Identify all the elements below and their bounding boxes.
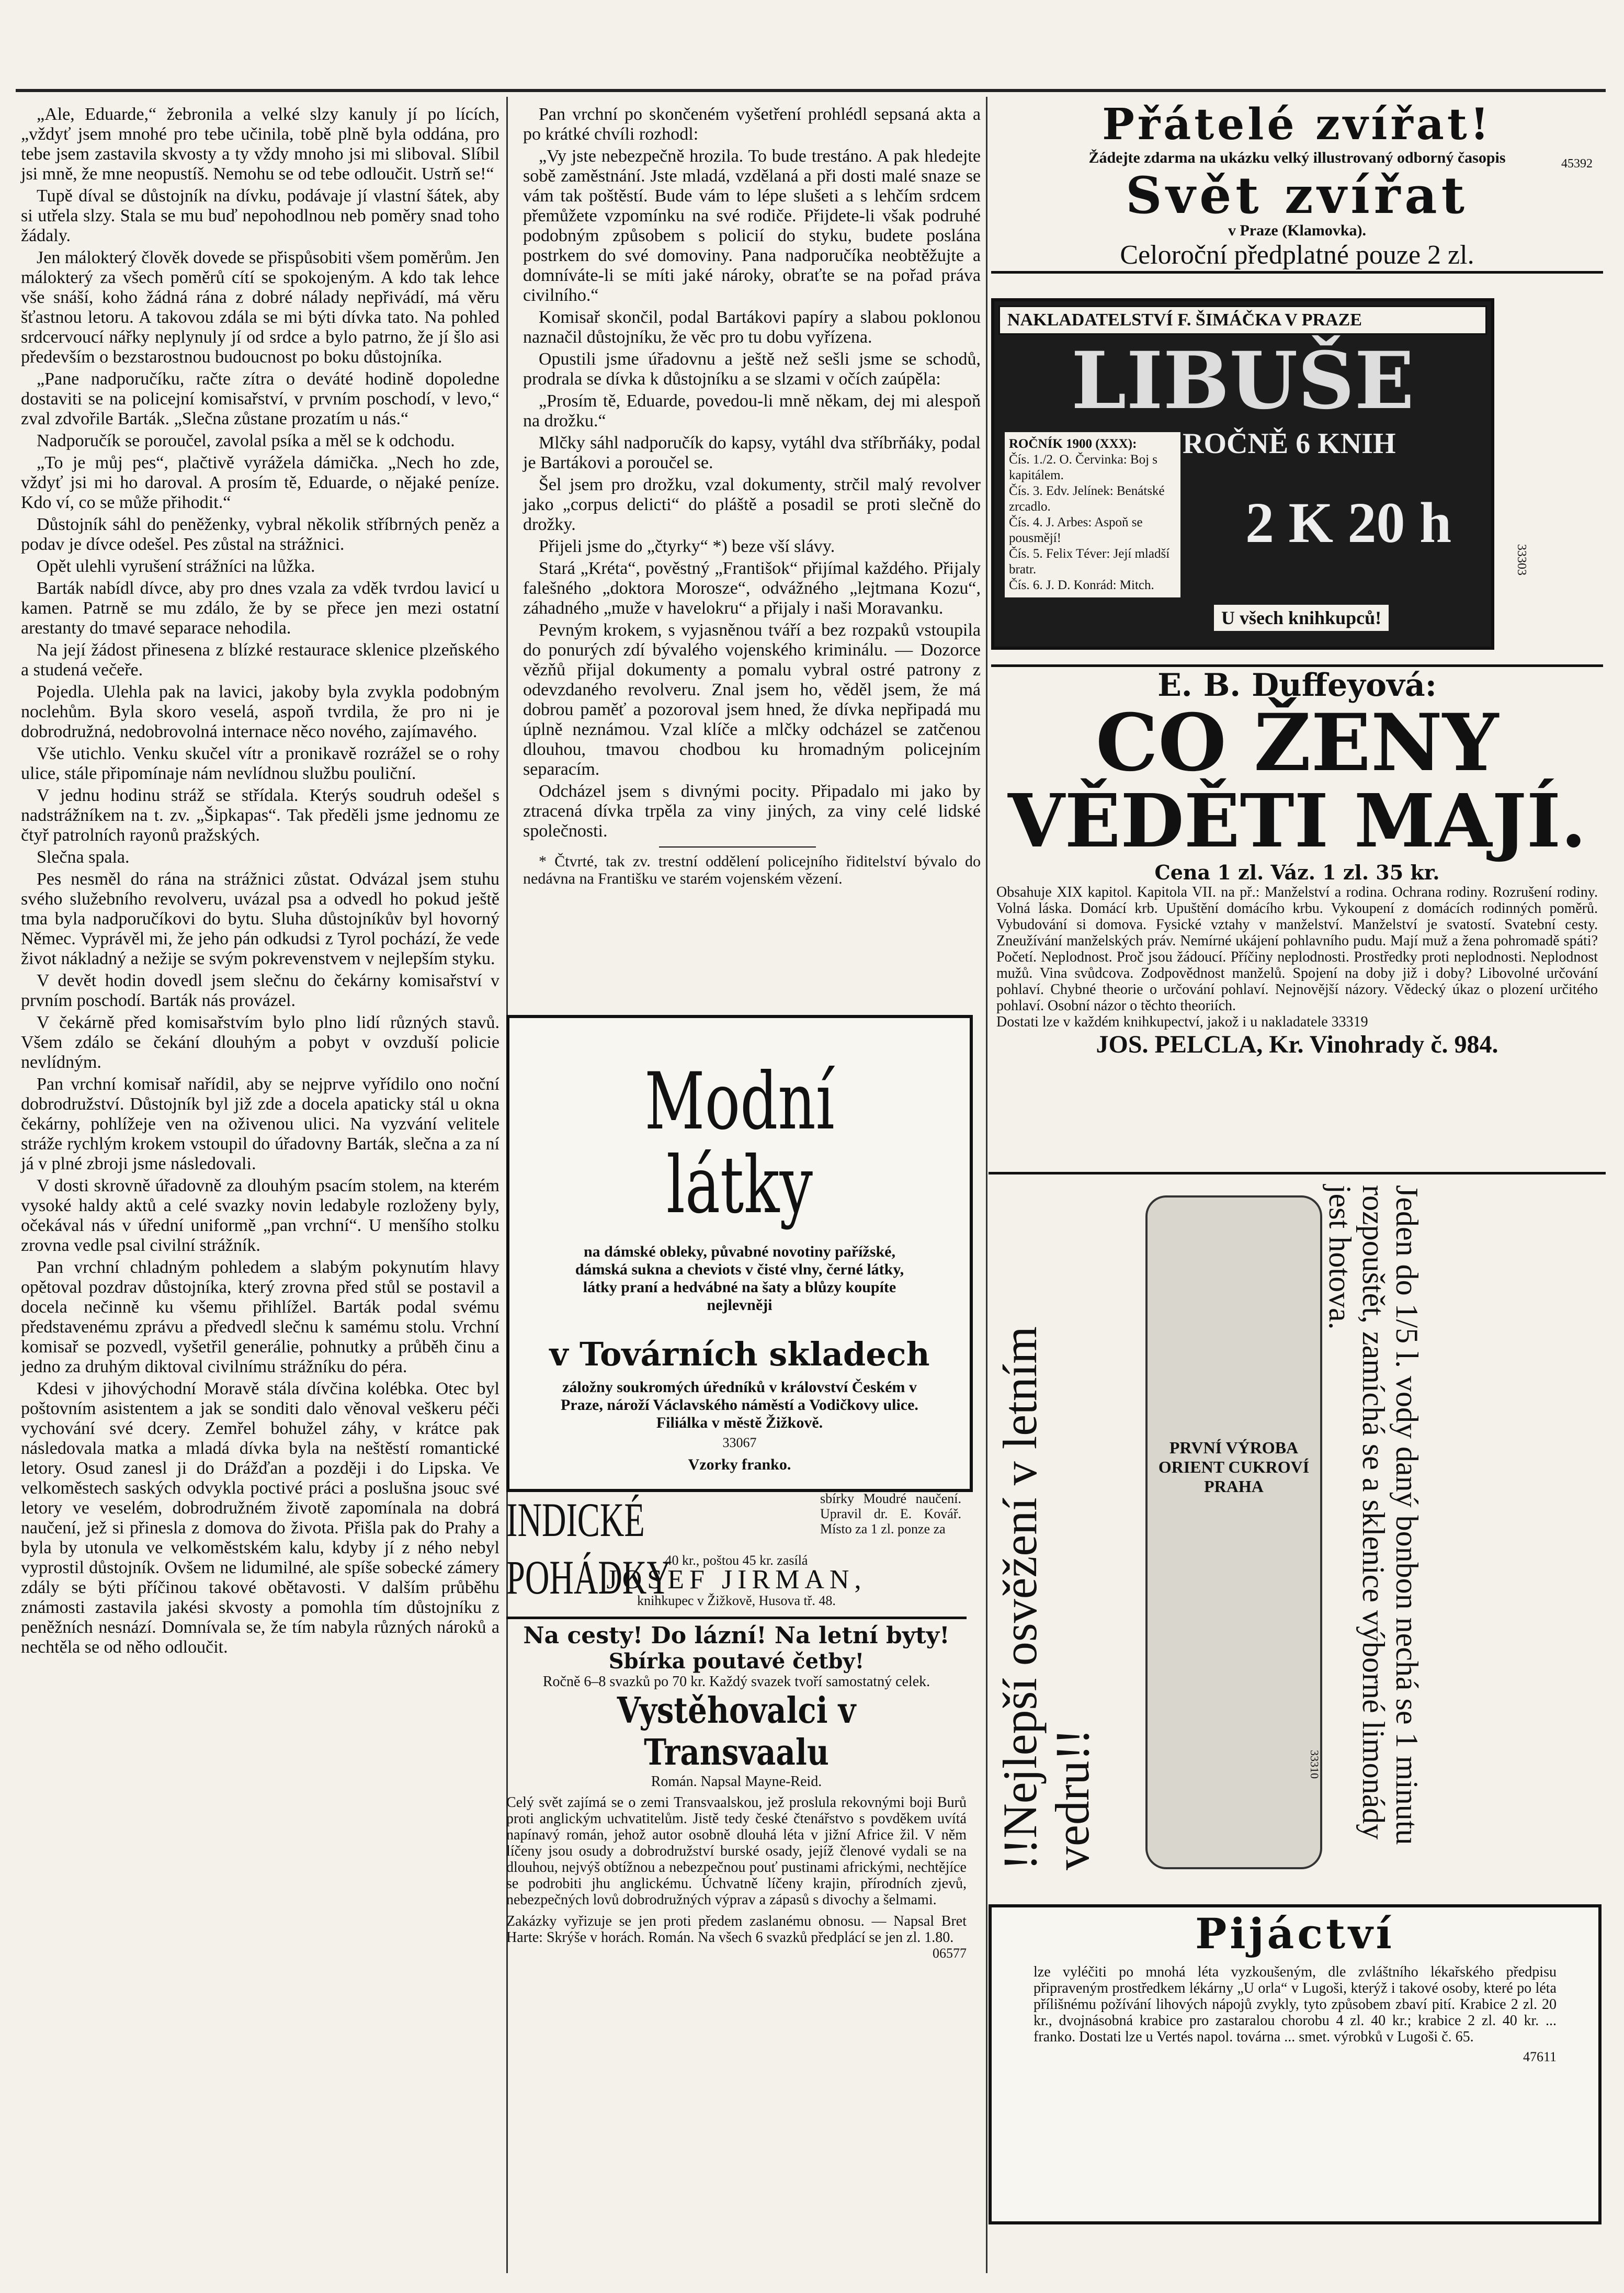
paragraph: Mlčky sáhl nadporučík do kapsy, vytáhl dva stříbrňáky, podal je Bartákovi a poroučel se.	[523, 433, 981, 472]
paragraph: „Ale, Eduarde,“ žebronila a velké slzy kanuly jí po lících, „vždyť jsem mnohé pro tebe učinila, tobě plně byla oddána, pro tebe jsem zastavila skvosty a ty vždy mnoho jsi mi sliboval. Slíbil jsi mně, že mne neopustíš. Nemohu se od tebe odloučit. Ustrň se!“	[21, 105, 499, 184]
ad-title: LIBUŠE	[1071, 335, 1414, 427]
ad-body: Obsahuje XIX kapitol. Kapitola VII. na př.: Manželství a rodina. Ochrana rodiny. Rozrušení rodiny. Volná láska. Domácí krb. Upuštění domácího krbu. Vykoupení z domácích rodinných poměrů. Vybudování si domova. Fysické vztahy v manželství. Manželství je svatostí. Svatební cesty. Zneužívání manželských práv. Nemírné ukájení pohlavního pudu. Mají muž a žena pohromadě spáti? Početí. Neplodnost. Proč jsou žádoucí. Příčiny neplodnosti. Prostředky proti neplodnosti. Neplodnost mužů. Vina svůdcova. Zodpovědnost manželů. Spojení na doby již i doby? Libovolné určování pohlaví. Chybné theorie o určování pohlaví. Nejnovější názory. Vědecký úkaz o plození určitého pohlaví. Osobní názor o těchto theoriích.	[996, 884, 1598, 1014]
ad-address: knihkupec v Žižkově, Husova tř. 48.	[637, 1593, 836, 1608]
paragraph: Stará „Kréta“, pověstný „Františok“ přijímal každého. Přijaly falešného „doktora Morosze“, odvážného „lejtmana Kozu“, záhadného „muže v havelokru“ a přijaly i naši Moravanku.	[523, 559, 981, 618]
ad-body: lze vyléčiti po mnohá léta vyzkoušeným, dle zvláštního lékařského předpisu připraveným prostředkem lékárny „U orla“ v Lugoši, kterýž i takové osoby, které po léta přílišnému požívání lihových nápojů zvykly, tyto způsobem zbaví pití. Krabice 2 zl. 20 kr., dvojnásobná krabice pro zastaralou chorobu 4 zl. 40 kr.; krabice 2 zl. 40 kr. ... franko. Dostati lze u Vertés napol. továrna ... smet. výrobků v Lugoši č. 65.	[1034, 1964, 1557, 2045]
ad-title2: VĚDĚTI MAJÍ.	[1008, 778, 1586, 864]
paragraph: „To je můj pes“, plačtivě vyrážela dámička. „Nech ho zde, vždyť jsi mi ho daroval. A prosím tě, Eduarde, o nějaké peníze. Kdo ví, co se může přihodit.“	[21, 453, 499, 512]
ad-author: Román. Napsal Mayne-Reid.	[651, 1774, 822, 1790]
article-column-left	[21, 105, 499, 1659]
ad-modni-latky	[506, 1015, 973, 1492]
paragraph: Pan vrchní chladným pohledem a slabým pokynutím hlavy opětoval pozdrav důstojníka, který zrovna před stůl se postavil a docela nečinně ku všemu přihlížel. Barták podal svému představenému zprávu a předvedl slečnu k samému stolu. Vrchní komisař se pozvedl, vyšetřil generálie, pohnutky a průběh činu a jedno za druhým diktoval civilnímu strážníku do péra.	[21, 1258, 499, 1376]
ad-title: Pijáctví	[1195, 1909, 1395, 1958]
ad-author: E. B. Duffeyová:	[1157, 667, 1437, 704]
ad-subtitle: v Továrních skladech	[549, 1335, 930, 1373]
paragraph: Šel jsem pro drožku, vzal dokumenty, strčil malý revolver jako „corpus delicti“ do pláště a posadil se proti slečně do drožky.	[523, 475, 981, 534]
ad-code: 06577	[933, 1946, 967, 1961]
paragraph: Přijeli jsme do „čtyrky“ *) beze vší slávy.	[539, 537, 835, 556]
paragraph: V dosti skrovně úřadovně za dlouhým psacím stolem, na kterém vysoké haldy aktů a celé svazky novin ledabyle rozloženy byly, očekával nás v úřední uniformě „pan vrchní“. U menšího stolku zrovna vedle psal civilní strážník.	[21, 1176, 499, 1255]
product-tin-image	[1145, 1195, 1322, 1869]
paragraph: Na její žádost přinesena z blízké restaurace sklenice plzeňského a studená večeře.	[21, 640, 499, 680]
paragraph: Pan vrchní komisař nařídil, aby se nejprve vyřídilo ono noční dobrodružství. Důstojník byl již zde a docela apaticky stál u okna čekárny, pohlížeje ven na oživenou ulici. Na vyzvání velitele stráže rychlým krokem vstoupil do úřadovny Barták, slečna a za ní já v plné zbroji jsme následovali.	[21, 1075, 499, 1173]
ad-line: Ročně 6–8 svazků po 70 kr. Každý svazek tvoří samostatný celek.	[542, 1674, 930, 1690]
paragraph: Pevným krokem, s vyjasněnou tváří a bez rozpaků vstoupila do ponurých zdí bývalého vojenského kriminálu. — Dozorce vězňů přijal dokumenty a pomalu vybral ostré patrony z odevzdaného revolveru. Znal jsem ho, věděl jsem, že má dobrou paměť a pozoroval jsem hned, že dívka nepřipadá mu úplně neznámou. Vzal klíče a mlčky odcházel se zatčenou dlouhou, tmavou chodbou ku hromadným policejním separacím.	[523, 620, 981, 779]
article-column-middle	[523, 105, 981, 889]
book-item: Čís. 6. J. D. Konrád: Mitch.	[1009, 578, 1154, 592]
ad-code: 33310	[1308, 1750, 1321, 1779]
paragraph: V čekárně před komisařstvím bylo plno lidí různých stavů. Všem zdálo se čekání dlouhým a pobyt v ovzduší policie nevlídným.	[21, 1013, 499, 1072]
ad-price: 2 K 20 h	[1245, 491, 1452, 555]
ad-code: 33303	[1515, 544, 1528, 575]
paragraph: Pes nesměl do rána na strážnici zůstat. Odvázal jsem stuhu svého služebního revolveru, uvázal psa a odvedl ho pokud ještě tma byla nadporučíkovi do bytu. Sluha důstojníkův byl hovorný Němec. Vyprávěl mi, že jeho pán odkudsi z Tyrol pochází, že vede život nákladný a nežije se svým pokrevenstvem v nejlepším styku.	[21, 869, 499, 968]
footnote-rule	[659, 846, 816, 848]
ad-limonada	[989, 1172, 1606, 1881]
ad-pijactvi	[989, 1904, 1602, 2224]
paragraph: Důstojník sáhl do peněženky, vybral několik stříbrných peněz a podav je dívce odešel. Pes zůstal na strážnici.	[21, 515, 499, 554]
paragraph: Jen málokterý člověk dovede se přispůsobiti všem poměrům. Jen málokterý za všech poměrů cítí se spokojeným. A kdo tak lehce vše snáší, koho žádná rána z dobré nálady nepřivádí, má věru šťastnou letoru. A takovou zdála se mi býti dívka tato. Na pohled srdcervoucí nářky neplynuly jí od srdce a bylo patrno, že jí šlo asi především o bezstarostnou budoucnost po boku důstojníka.	[21, 248, 499, 367]
book-list	[1005, 432, 1180, 597]
paragraph: Kdesi v jihovýchodní Moravě stála dívčina kolébka. Otec byl poštovním asistentem a jak se sonditi dalo věnoval veškeru péči vychování své dcery. Zemřel bohužel záhy, v krátce pak následovala matka a mladá dívka byla na neštěstí romantické letory. Osud zanesl ji do Drážďan a později i do Lipska. Ve velkoměstech saských odvykla poctivé práci a poslušna jsouc své letory ve veselém, dobrodružném životě zapomínala na dobrá naučení, jež si přinesla z domova do života. Přišla pak do Prahy a byla by utonula ve velkoměstském kalu, kdyby jí z ného nebyl vyprostil důstojník. Ovšem ne lidumilné, ale spíše sobecké zámery zdály se býti příčinou takové obětavosti. V dalším průběhu známosti zastavila jakési skvosty a pomohla tím důstojníku z peněžních nesnází. Domnívala se, že tím nabyla různých nároků a nechtěla se od něho odloučit.	[21, 1379, 499, 1657]
ad-title2: Svět zvířat	[1126, 166, 1469, 225]
ad-desc: sbírky Moudré naučení. Upravil dr. E. Kovář. Místo za 1 zl. ponze za	[820, 1491, 961, 1537]
book-item: Čís. 5. Felix Téver: Její mladší bratr.	[1009, 547, 1170, 577]
product-label: PRVNÍ VÝROBA ORIENT CUKROVÍ PRAHA	[1158, 1438, 1310, 1496]
ad-subtitle: Sbírka poutavé četby!	[608, 1649, 865, 1674]
paragraph: Vše utichlo. Venku skučel vítr a pronikavě rozrážel se o rohy ulice, stále připomínaje nám nevlídnou službu pouliční.	[21, 744, 499, 783]
ad-right-text: Jeden do 1/5 l. vody daný bonbon nechá se 1 minutu rozpouštět, zamíchá se a sklenice výborné limonády jest hotova.	[1323, 1185, 1424, 1845]
ad-title: INDICKÉ POHÁDKY	[506, 1493, 671, 1604]
ad-tagline: ROČNĚ 6 KNIH	[1183, 427, 1396, 460]
ad-line1: Žádejte zdarma na ukázku velký illustrovaný odborný časopis	[1088, 149, 1506, 166]
ad-title: Přátelé zvířat!	[1102, 99, 1492, 150]
ad-seller: JOSEF JIRMAN,	[606, 1565, 867, 1595]
paragraph: Tupě díval se důstojník na dívku, podávaje jí vlastní šátek, aby si utřela slzy. Stala se mu buď nepohodlnou neb poměry snad toho žádaly.	[21, 186, 499, 245]
ad-libuse	[991, 298, 1494, 650]
ad-text: na dámské obleky, půvabné novotiny pařížské, dámská sukna a cheviots v čisté vlny, černé látky, látky praní a hedvábné na šaty a blůzy koupíte nejlevněji	[575, 1243, 904, 1314]
paragraph: Pojedla. Ulehla pak na lavici, jakoby byla zvykla podobným noclehům. Byla skoro veselá, aspoň tvrdila, že pro ni je dobrodružná, nedobrovolná internace něco nového, zajímavého.	[21, 682, 499, 741]
paragraph: Barták nabídl dívce, aby pro dnes vzala za vděk tvrdou lavicí u kamen. Patrně se mu zdálo, že by se přece jen mezi ostatní arestanty do tmavé separace nehodila.	[21, 579, 499, 638]
paragraph: V devět hodin dovedl jsem slečnu do čekárny komisařství v prvním poschodí. Barták nás provázel.	[21, 971, 499, 1010]
ad-footer: U všech knihkupců!	[1214, 605, 1389, 631]
ad-publisher: NAKLADATELSTVÍ F. ŠIMÁČKA V PRAZE	[998, 306, 1487, 335]
ad-pratele-zvirat	[991, 99, 1603, 288]
ad-publisher: JOS. PELCLA, Kr. Vinohrady č. 984.	[1096, 1031, 1498, 1058]
ad-code: 33319	[1331, 1014, 1368, 1030]
paragraph: Opět ulehli vyrušení strážníci na lůžka.	[37, 557, 315, 576]
ad-samples: Vzorky franko.	[688, 1456, 791, 1473]
ad-line2: v Praze (Klamovka).	[1228, 222, 1367, 239]
ad-code: 47611	[1523, 2049, 1557, 2064]
ad-footer: Zakázky vyřizuje se jen proti předem zaslanému obnosu. — Napsal Bret Harte: Skrýše v horách. Román. Na všech 6 svazků předplácí se jen zl. 1.80.	[506, 1913, 967, 1946]
order-text: Dostati lze v každém knihkupectví, jakož i u nakladatele	[996, 1014, 1328, 1030]
paragraph: Pan vrchní po skončeném vyšetření prohlédl sepsaná akta a po krátké chvíli rozhodl:	[523, 105, 981, 144]
footnote: * Čtvrté, tak zv. trestní oddělení policejního řiditelství bývalo do nedávna na Františku ve starém vojenském vězení.	[523, 853, 981, 887]
paragraph: Odcházel jsem s divnými pocity. Připadalo mi jako by ztracená dívka trpěla za viny jiných, za viny celé lidské společnosti.	[523, 782, 981, 841]
column-divider	[986, 97, 987, 2273]
ad-price: Cena 1 zl. Váz. 1 zl. 35 kr.	[1154, 861, 1440, 884]
paragraph: Nadporučík se poroučel, zavolal psíka a měl se k odchodu.	[37, 431, 455, 450]
book-item: Čís. 3. Edv. Jelínek: Benátské zrcadlo.	[1009, 484, 1165, 514]
ad-duffeyova	[991, 664, 1603, 1180]
ad-code: 33067	[722, 1435, 757, 1450]
ad-title: Modní látky	[644, 1056, 835, 1231]
ad-title: Na cesty! Do lázní! Na letní byty!	[523, 1622, 950, 1649]
ad-left-text: !!Nejlepší osvěžení v letním vedru!!	[993, 1326, 1099, 1870]
ad-title1: CO ŽENY	[1095, 697, 1499, 789]
paragraph: Slečna spala.	[37, 848, 130, 867]
ad-code: 45392	[1561, 157, 1593, 171]
paragraph: „Prosím tě, Eduarde, povedou-li mně někam, dej mi alespoň na drožku.“	[523, 391, 981, 431]
ad-address: záložny soukromých úředníků v království Českém v Praze, nároží Václavského náměstí a Vodičkovy ulice. Filiálka v městě Žižkově.	[561, 1379, 918, 1431]
top-rule	[16, 89, 1606, 92]
ad-headline: Vystěhovalci v Transvaalu	[617, 1690, 856, 1774]
book-year: ROČNÍK 1900 (XXX):	[1009, 437, 1137, 451]
ad-indicke-pohadky	[506, 1491, 967, 1608]
ad-price: Celoroční předplatné pouze 2 zl.	[991, 240, 1603, 274]
ad-order	[991, 1014, 1603, 1030]
book-item: Čís. 1./2. O. Červinka: Boj s kapitálem.	[1009, 453, 1158, 482]
paragraph: „Vy jste nebezpečně hrozila. To bude trestáno. A pak hledejte sobě zaměstnání. Jste mladá, vzdělaná a při dosti malé snaze se vám tak poštěstí. Bude vám to lépe slušeti a s lehčím srdcem přemůžete vzpomínku na své rodiče. Přijdete-li však podruhé podobným způsobem s policií do styku, budete poslána postrkem do své domoviny. Pana nadporučíka neobtěžujte a domníváte-li se míti jaké nároky, obraťte se na pořad práva civilního.“	[523, 146, 981, 305]
paragraph: V jednu hodinu stráž se střídala. Kterýs soudruh odešel s nadstrážníkem na t. zv. „Šipkapas“. Tak předěli jsme jednomu ze čtyř patrolních rayonů pražských.	[21, 786, 499, 845]
paragraph: Komisař skončil, podal Bartákovi papíry a slabou poklonou naznačil důstojníku, že věc pro tu dobu vyřízena.	[523, 308, 981, 347]
ad-price: 40 kr., poštou 45 kr. zasílá	[665, 1553, 808, 1568]
paragraph: Opustili jsme úřadovnu a ještě než sešli jsme se schodů, prodrala se dívka k důstojníku a se slzami v očích zaúpěla:	[523, 349, 981, 389]
ad-body: Celý svět zajímá se o zemi Transvaalskou, jež proslula rekovnými boji Burů proti anglickým uchvatitelům. Jistě tedy české čtenářstvo s povděkem uvítá napínavý román, jehož autor osobně dlouhá léta v jižní Africe žil. V něm líčeny jsou osudy a dobrodružství burské osady, jejíž členové vydali se na dlouhou, nejvýš obtížnou a nebezpečnou pouť pustinami africkými, nechtějíce se podrobiti jhu anglickému. Úchvatně líčeny krajin, přírodních zjevů, nebezpečných lovů dobrodružných výprav a zápasů s divochy a šelmami.	[506, 1794, 967, 1908]
paragraph: „Pane nadporučíku, račte zítra o deváté hodině dopoledne dostaviti se na policejní komisařství, v prvním poschodí, v levo,“ zval zdvořile Barták. „Slečna zůstane prozatím u nás.“	[21, 369, 499, 428]
ad-na-cesty	[506, 1617, 967, 2278]
book-item: Čís. 4. J. Arbes: Aspoň se pousmějí!	[1009, 515, 1143, 545]
